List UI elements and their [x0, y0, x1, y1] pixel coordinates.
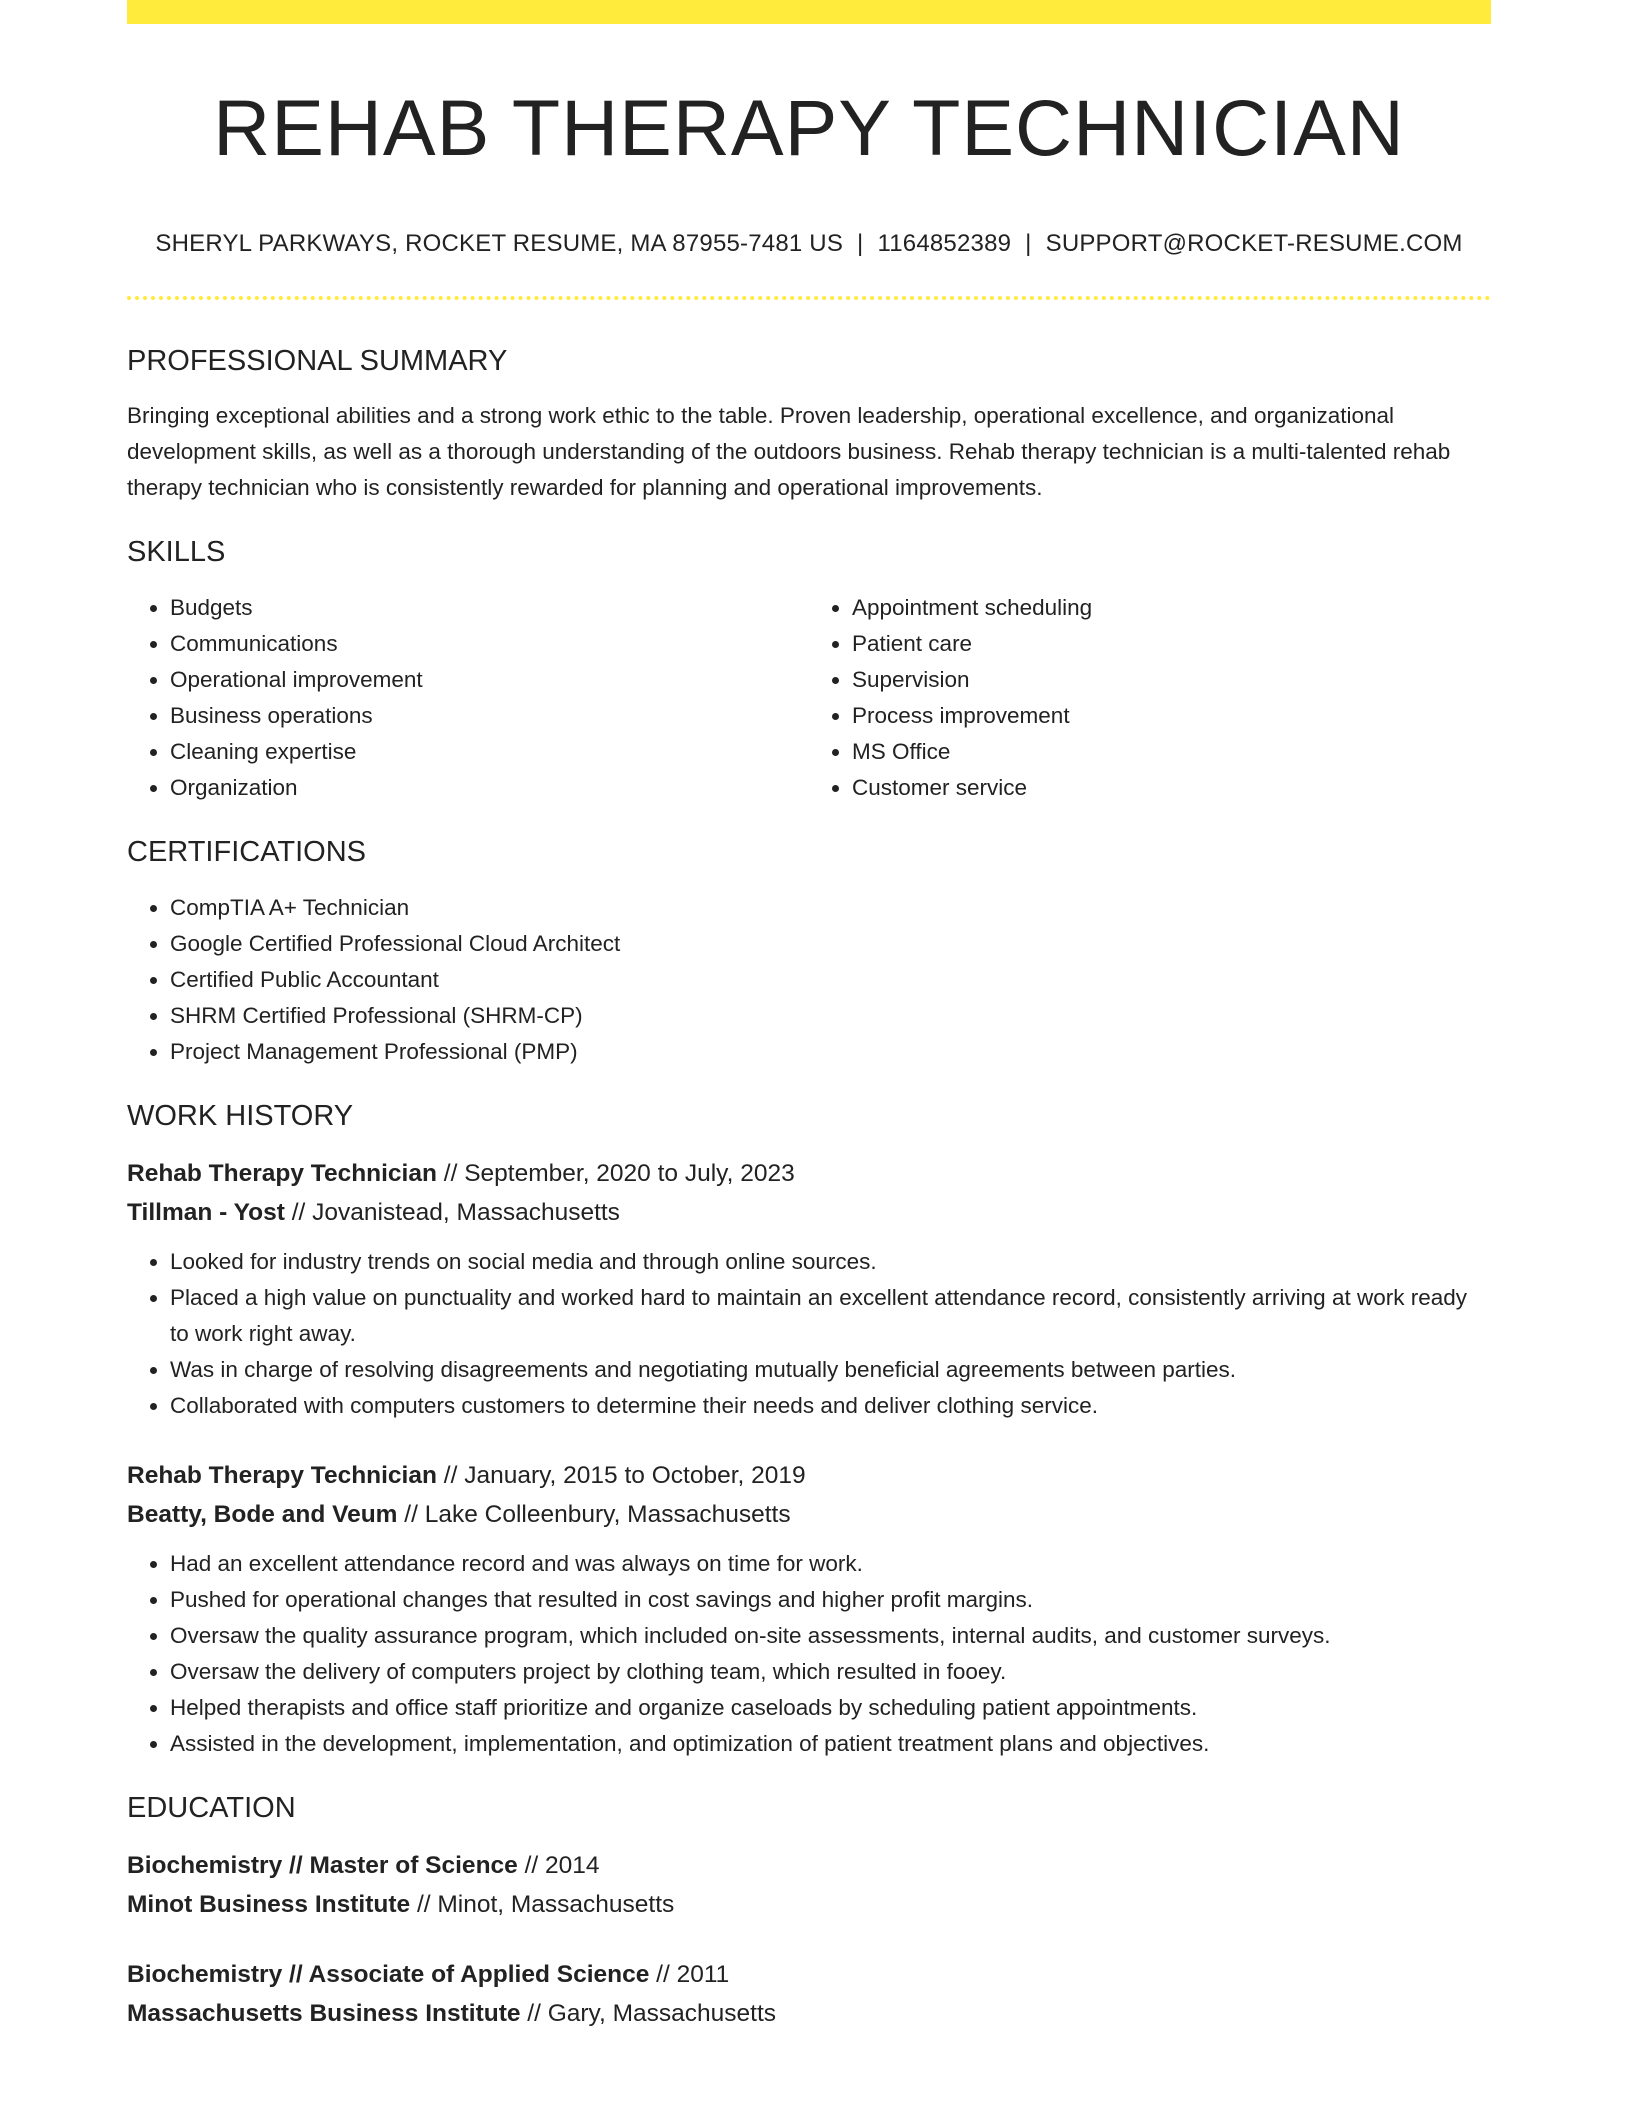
work-history-heading: WORK HISTORY: [127, 1100, 354, 1133]
contact-line: [127, 230, 1491, 259]
education-degree-line: [127, 1955, 1491, 1994]
education-heading: EDUCATION: [127, 1791, 296, 1824]
certifications-list: [127, 890, 1491, 1070]
job-location: // Jovanistead, Massachusetts: [284, 1198, 620, 1226]
resume-page: [127, 0, 1491, 2033]
education-entry: [127, 1846, 1491, 1924]
education-school-line: [127, 1885, 1491, 1924]
contact-phone: 1164852389: [877, 229, 1012, 257]
certification-item: • CompTIA A+ Technician: [170, 890, 1491, 926]
education-location: // Minot, Massachusetts: [410, 1890, 675, 1918]
job-title: Rehab Therapy Technician: [127, 1461, 437, 1489]
skill-item: • Operational improvement: [170, 662, 809, 698]
education-year: // 2011: [649, 1960, 730, 1988]
job-entry: [127, 1154, 1491, 1424]
skill-item: • MS Office: [852, 734, 1491, 770]
job-bullet: • Pushed for operational changes that resulted in cost savings and higher profit margins.: [170, 1582, 1491, 1618]
skill-item: • Appointment scheduling: [852, 590, 1491, 626]
certification-item: • Google Certified Professional Cloud Architect: [170, 926, 1491, 962]
skill-item: • Budgets: [170, 590, 809, 626]
skill-item: • Organization: [170, 770, 809, 806]
education-degree: Biochemistry // Associate of Applied Science: [127, 1960, 650, 1988]
certification-item: • SHRM Certified Professional (SHRM-CP): [170, 998, 1491, 1034]
skill-item: • Cleaning expertise: [170, 734, 809, 770]
education-location: // Gary, Massachusetts: [520, 1999, 776, 2027]
summary-heading: PROFESSIONAL SUMMARY: [127, 344, 508, 377]
job-bullet: • Oversaw the quality assurance program, which included on-site assessments, internal audits, and customer surveys.: [170, 1618, 1491, 1654]
certification-item: • Project Management Professional (PMP): [170, 1034, 1491, 1070]
job-title-line: [127, 1456, 1491, 1495]
education-year: // 2014: [517, 1851, 600, 1879]
certification-item: • Certified Public Accountant: [170, 962, 1491, 998]
job-bullet: • Was in charge of resolving disagreements and negotiating mutually beneficial agreements between parties.: [170, 1352, 1491, 1388]
skill-item: • Customer service: [852, 770, 1491, 806]
skill-item: • Process improvement: [852, 698, 1491, 734]
job-bullet: • Helped therapists and office staff prioritize and organize caseloads by scheduling patient appointments.: [170, 1690, 1491, 1726]
skills-column-left: [127, 590, 809, 806]
job-company: Tillman - Yost: [127, 1198, 285, 1226]
education-entry: [127, 1955, 1491, 2033]
education-school-line: [127, 1994, 1491, 2033]
education-degree-line: [127, 1846, 1491, 1885]
resume-title: REHAB THERAPY TECHNICIAN: [213, 83, 1405, 172]
skills-list: [127, 590, 1491, 806]
skill-item: • Business operations: [170, 698, 809, 734]
job-bullet: • Assisted in the development, implementation, and optimization of patient treatment plans and objectives.: [170, 1726, 1491, 1762]
job-bullets: [127, 1546, 1491, 1762]
certifications-heading: CERTIFICATIONS: [127, 836, 366, 869]
job-entry: [127, 1456, 1491, 1762]
job-title: Rehab Therapy Technician: [127, 1159, 437, 1187]
top-accent-bar: [127, 0, 1491, 24]
job-bullet: • Oversaw the delivery of computers project by clothing team, which resulted in fooey.: [170, 1654, 1491, 1690]
skill-item: • Patient care: [852, 626, 1491, 662]
contact-separator: |: [857, 229, 864, 257]
job-bullet: • Had an excellent attendance record and was always on time for work.: [170, 1546, 1491, 1582]
job-dates: // September, 2020 to July, 2023: [436, 1159, 795, 1187]
job-location: // Lake Colleenbury, Massachusetts: [397, 1500, 791, 1528]
education-degree: Biochemistry // Master of Science: [127, 1851, 518, 1879]
job-title-line: [127, 1154, 1491, 1193]
job-bullet: • Looked for industry trends on social media and through online sources.: [170, 1244, 1491, 1280]
job-company: Beatty, Bode and Veum: [127, 1500, 398, 1528]
job-company-line: [127, 1193, 1491, 1232]
contact-address: SHERYL PARKWAYS, ROCKET RESUME, MA 87955-7481 US: [155, 229, 844, 257]
skills-heading: SKILLS: [127, 536, 226, 569]
job-bullet: • Placed a high value on punctuality and worked hard to maintain an excellent attendance record, consistently arriving at work ready to work right away.: [170, 1280, 1491, 1352]
job-bullet: • Collaborated with computers customers to determine their needs and deliver clothing service.: [170, 1388, 1491, 1424]
job-dates: // January, 2015 to October, 2019: [436, 1461, 806, 1489]
education-school: Massachusetts Business Institute: [127, 1999, 521, 2027]
skills-column-right: [809, 590, 1491, 806]
contact-email: SUPPORT@ROCKET-RESUME.COM: [1045, 229, 1463, 257]
summary-text: Bringing exceptional abilities and a strong work ethic to the table. Proven leadership, operational excellence, and organizational development skills, as well as a thorough understanding of the outdoors business. Rehab therapy technician is a multi-talented rehab therapy technician who is consistently rewarded for planning and operational improvements.: [127, 403, 1451, 501]
skill-item: • Supervision: [852, 662, 1491, 698]
dotted-divider: [127, 296, 1491, 300]
contact-separator: |: [1025, 229, 1032, 257]
job-company-line: [127, 1495, 1491, 1534]
job-bullets: [127, 1244, 1491, 1424]
education-school: Minot Business Institute: [127, 1890, 411, 1918]
skill-item: • Communications: [170, 626, 809, 662]
